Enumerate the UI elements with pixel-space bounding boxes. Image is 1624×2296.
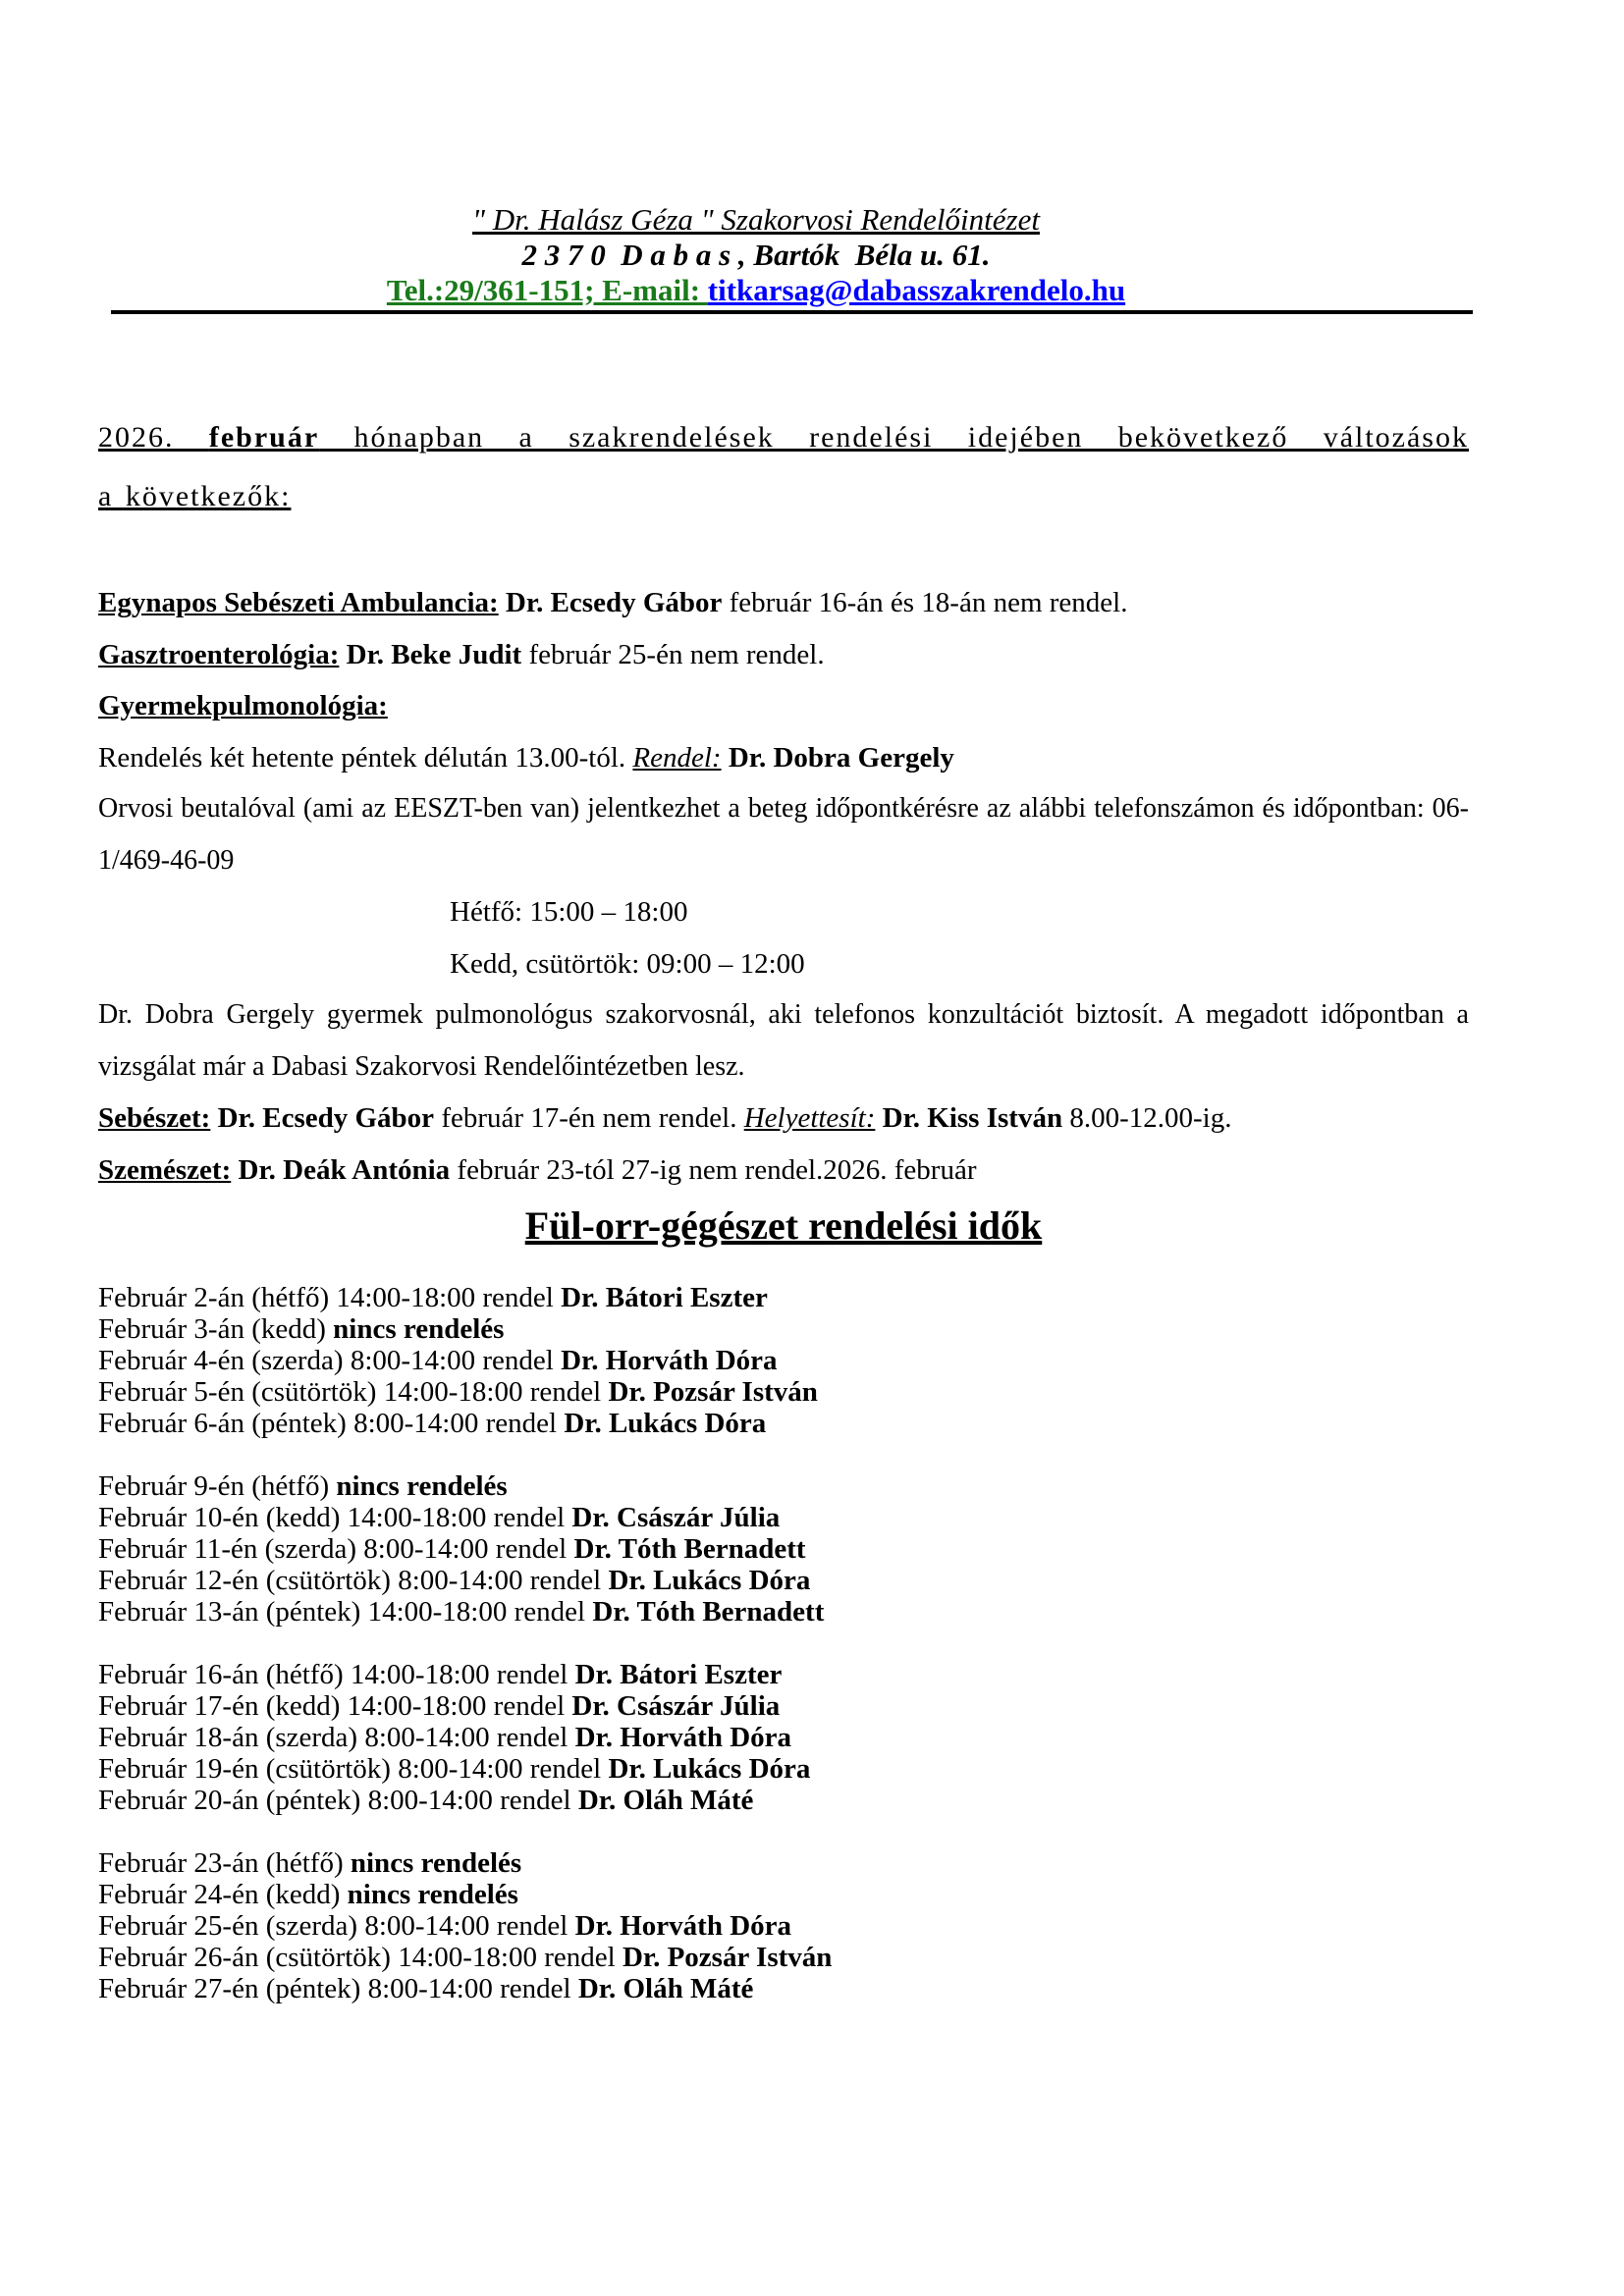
consult-paragraph-line-1: Dr. Dobra Gergely gyermek pulmonológus szakorvosnál, aki telefonos konzultációt biztosít. A megadott időpontban a xyxy=(98,999,1469,1030)
intro-heading xyxy=(98,408,1469,526)
change-note: február 17-én nem rendel. xyxy=(434,1102,744,1134)
schedule-date-part: Február 20-án (péntek) 8:00-14:00 rendel xyxy=(98,1785,578,1816)
schedule-date-part: Február 12-én (csütörtök) 8:00-14:00 rendel xyxy=(98,1565,609,1596)
substitute-doctor-name: Dr. Kiss István xyxy=(875,1102,1063,1134)
schedule-doctor-name: Dr. Császár Júlia xyxy=(571,1690,781,1722)
schedule-doctor-name: Dr. Pozsár István xyxy=(622,1942,833,1973)
schedule-intro: Rendelés két hetente péntek délután 13.00-tól. xyxy=(98,741,633,774)
schedule-row xyxy=(98,1785,1469,1816)
schedule-row xyxy=(98,1847,1469,1879)
rendel-label: Rendel: xyxy=(632,741,722,774)
change-note: február 23-tól 27-ig nem rendel.2026. február xyxy=(450,1153,977,1186)
schedule-row xyxy=(98,1376,1469,1408)
schedule-week-2 xyxy=(98,1470,1469,1628)
changes-section xyxy=(98,577,1469,1196)
hours-tuesday-thursday: Kedd, csütörtök: 09:00 – 12:00 xyxy=(450,947,805,980)
schedule-date-part: Február 10-én (kedd) 14:00-18:00 rendel xyxy=(98,1502,572,1533)
schedule-doctor-name: nincs rendelés xyxy=(350,1847,522,1879)
ent-section-title: Fül-orr-gégészet rendelési idők xyxy=(524,1203,1043,1248)
change-line-gasztroenterologia xyxy=(98,629,1469,681)
schedule-row xyxy=(98,1722,1469,1753)
document-body xyxy=(98,0,1469,2004)
referral-paragraph-line-1: Orvosi beutalóval (ami az EESZT-ben van) jelentkezhet a beteg időpontkérésre az alábbi telefonszámon és időpontban: 06- xyxy=(98,793,1469,824)
phone-email-label: Tel.:29/361-151; E-mail: xyxy=(386,273,708,307)
schedule-date-part: Február 4-én (szerda) 8:00-14:00 rendel xyxy=(98,1345,562,1376)
schedule-row xyxy=(98,1690,1469,1722)
specialty-label: Sebészet: xyxy=(98,1102,211,1134)
specialty-label: Szemészet: xyxy=(98,1153,232,1186)
referral-paragraph-line-2: 1/469-46-09 xyxy=(98,844,235,876)
doctor-name: Dr. Ecsedy Gábor xyxy=(210,1102,435,1134)
schedule-row xyxy=(98,1973,1469,2004)
change-line-gyermekpulmonologia-label xyxy=(98,680,1469,732)
schedule-doctor-name: Dr. Bátori Eszter xyxy=(574,1659,783,1690)
schedule-week-3 xyxy=(98,1659,1469,1816)
email-link[interactable]: titkarsag@dabasszakrendelo.hu xyxy=(707,273,1126,307)
schedule-week-1 xyxy=(98,1282,1469,1439)
schedule-doctor-name: Dr. Oláh Máté xyxy=(577,1785,754,1816)
contact-line xyxy=(98,273,1414,308)
change-line-egynapos xyxy=(98,577,1469,629)
schedule-row xyxy=(98,1565,1469,1596)
schedule-doctor-name: nincs rendelés xyxy=(336,1470,508,1502)
schedule-row xyxy=(98,1753,1469,1785)
specialty-label: Gasztroenterológia: xyxy=(98,638,340,670)
schedule-date-part: Február 3-án (kedd) xyxy=(98,1313,334,1345)
schedule-row xyxy=(98,1659,1469,1690)
schedule-week-4 xyxy=(98,1847,1469,2004)
intro-heading-line-1 xyxy=(98,408,1469,467)
institute-address: 2 3 7 0 D a b a s , Bartók Béla u. 61. xyxy=(521,238,991,272)
letterhead xyxy=(98,0,1469,308)
ent-schedule xyxy=(98,1282,1469,2004)
schedule-row xyxy=(98,1596,1469,1628)
schedule-date-part: Február 11-én (szerda) 8:00-14:00 rendel xyxy=(98,1533,574,1565)
schedule-date-part: Február 18-án (szerda) 8:00-14:00 rendel xyxy=(98,1722,575,1753)
schedule-row xyxy=(98,1502,1469,1533)
schedule-doctor-name: Dr. Horváth Dóra xyxy=(574,1910,792,1942)
substitute-label: Helyettesít: xyxy=(743,1102,876,1134)
schedule-row xyxy=(98,1345,1469,1376)
schedule-date-part: Február 26-án (csütörtök) 14:00-18:00 rendel xyxy=(98,1942,623,1973)
schedule-date-part: Február 19-én (csütörtök) 8:00-14:00 rendel xyxy=(98,1753,609,1785)
schedule-date-part: Február 27-én (péntek) 8:00-14:00 rendel xyxy=(98,1973,578,2004)
schedule-doctor-name: Dr. Oláh Máté xyxy=(577,1973,754,2004)
schedule-date-part: Február 17-én (kedd) 14:00-18:00 rendel xyxy=(98,1690,572,1722)
schedule-doctor-name: Dr. Lukács Dóra xyxy=(608,1565,811,1596)
schedule-doctor-name: Dr. Lukács Dóra xyxy=(608,1753,811,1785)
header-divider xyxy=(111,310,1473,314)
intro-year: 2026. xyxy=(98,421,209,454)
hours-monday: Hétfő: 15:00 – 18:00 xyxy=(450,896,688,928)
schedule-date-part: Február 23-án (hétfő) xyxy=(98,1847,351,1879)
schedule-doctor-name: Dr. Pozsár István xyxy=(608,1376,818,1408)
schedule-doctor-name: Dr. Császár Júlia xyxy=(571,1502,781,1533)
gyermekpulmonologia-schedule-line xyxy=(98,732,1469,784)
schedule-row xyxy=(98,1533,1469,1565)
intro-month: február xyxy=(208,421,320,454)
intro-line-1-rest: hónapban a szakrendelések rendelési idejében bekövetkező változások xyxy=(319,421,1469,454)
schedule-doctor-name: Dr. Lukács Dóra xyxy=(564,1408,767,1439)
schedule-row xyxy=(98,1470,1469,1502)
schedule-row xyxy=(98,1942,1469,1973)
institute-name: " Dr. Halász Géza " Szakorvosi Rendelőintézet xyxy=(472,202,1040,237)
schedule-date-part: Február 13-án (péntek) 14:00-18:00 rendel xyxy=(98,1596,593,1628)
schedule-row xyxy=(98,1910,1469,1942)
schedule-doctor-name: nincs rendelés xyxy=(347,1879,518,1910)
change-note: február 25-én nem rendel. xyxy=(521,638,825,670)
schedule-row xyxy=(98,1408,1469,1439)
specialty-label: Gyermekpulmonológia: xyxy=(98,690,388,721)
schedule-row xyxy=(98,1313,1469,1345)
schedule-date-part: Február 5-én (csütörtök) 14:00-18:00 rendel xyxy=(98,1376,609,1408)
schedule-doctor-name: Dr. Tóth Bernadett xyxy=(573,1533,806,1565)
substitute-hours: 8.00-12.00-ig. xyxy=(1062,1102,1232,1134)
schedule-row xyxy=(98,1879,1469,1910)
schedule-doctor-name: Dr. Bátori Eszter xyxy=(561,1282,768,1313)
schedule-doctor-name: Dr. Horváth Dóra xyxy=(561,1345,778,1376)
schedule-row xyxy=(98,1282,1469,1313)
schedule-date-part: Február 24-én (kedd) xyxy=(98,1879,348,1910)
schedule-doctor-name: Dr. Tóth Bernadett xyxy=(592,1596,825,1628)
consult-paragraph-line-2: vizsgálat már a Dabasi Szakorvosi Rendelőintézetben lesz. xyxy=(98,1050,745,1082)
doctor-name: Dr. Ecsedy Gábor xyxy=(498,587,723,618)
schedule-date-part: Február 9-én (hétfő) xyxy=(98,1470,337,1502)
change-note: február 16-án és 18-án nem rendel. xyxy=(722,587,1128,618)
doctor-name: Dr. Beke Judit xyxy=(339,638,522,670)
schedule-date-part: Február 25-én (szerda) 8:00-14:00 rendel xyxy=(98,1910,575,1942)
intro-heading-line-2: a következők: xyxy=(98,480,292,512)
schedule-date-part: Február 6-án (péntek) 8:00-14:00 rendel xyxy=(98,1408,565,1439)
schedule-date-part: Február 2-án (hétfő) 14:00-18:00 rendel xyxy=(98,1282,562,1313)
change-line-szemeszet xyxy=(98,1145,1469,1197)
schedule-date-part: Február 16-án (hétfő) 14:00-18:00 rendel xyxy=(98,1659,575,1690)
doctor-name: Dr. Deák Antónia xyxy=(231,1153,451,1186)
doctor-name: Dr. Dobra Gergely xyxy=(721,741,954,774)
specialty-label: Egynapos Sebészeti Ambulancia: xyxy=(98,587,499,618)
schedule-doctor-name: nincs rendelés xyxy=(333,1313,505,1345)
schedule-doctor-name: Dr. Horváth Dóra xyxy=(574,1722,792,1753)
change-line-sebeszet xyxy=(98,1093,1469,1145)
